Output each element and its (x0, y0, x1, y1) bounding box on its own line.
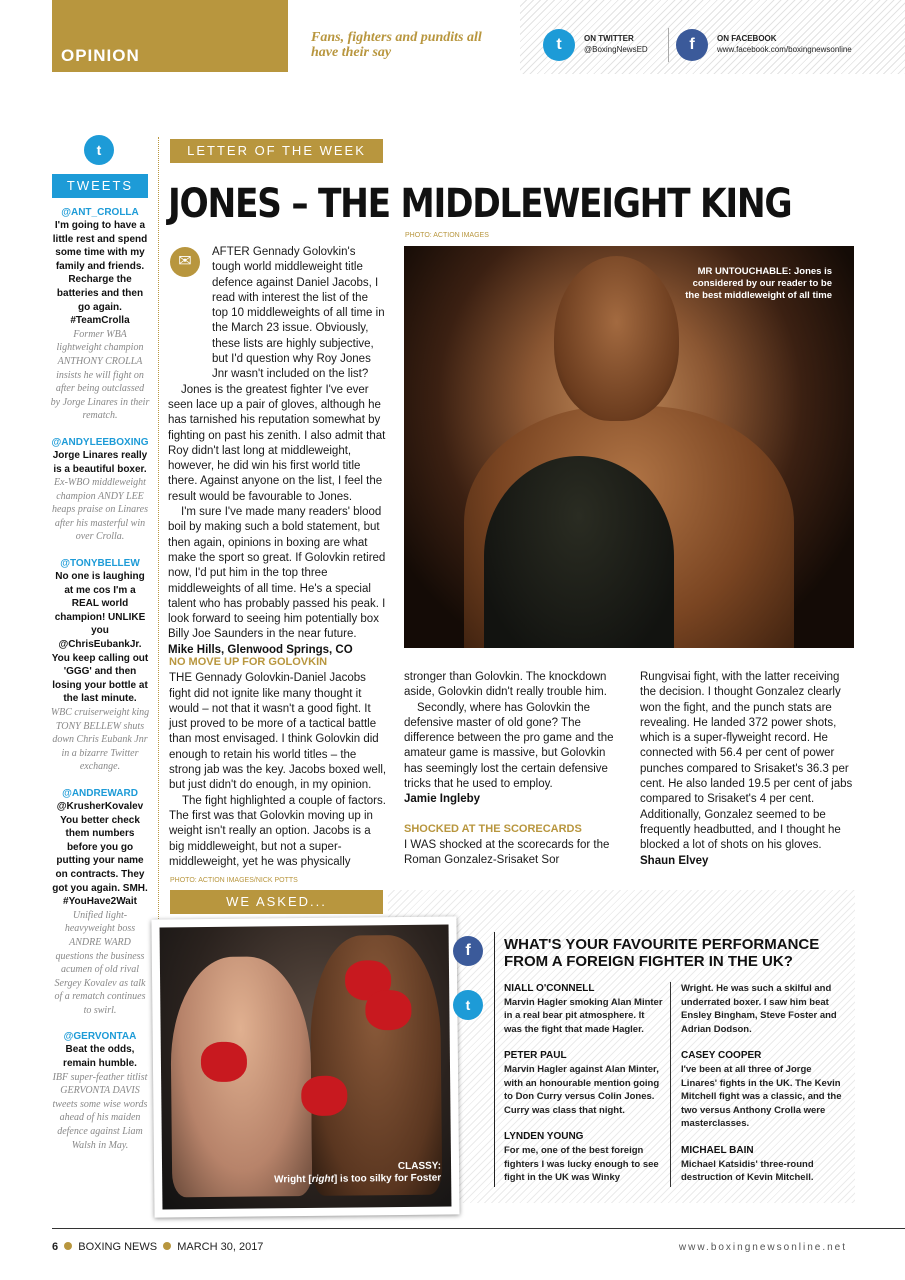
answer-item (681, 982, 846, 1036)
answer-text: Michael Katsidis' three-round destruction of Kevin Mitchell. (681, 1158, 814, 1184)
fight-photo-image (160, 924, 452, 1209)
boxing-glove (301, 1076, 347, 1116)
letter3-col-c (640, 670, 855, 869)
answers-divider (670, 982, 671, 1187)
we-asked-label: WE ASKED... (170, 890, 383, 914)
publication-name: BOXING NEWS (78, 1241, 158, 1253)
bullet-dot (163, 1242, 171, 1250)
tweet-item (50, 787, 150, 1018)
tweet-text: I'm going to have a little rest and spend some time with my family and friends. Recharge the batteries and then go again. #TeamCrolla (52, 220, 148, 327)
footer-info (52, 1241, 263, 1253)
tweet-caption: Former WBA lightweight champion ANTHONY CROLLA insists he will fight on after being outclassed by Jorge Linares in their rematch. (50, 328, 150, 422)
tweet-item (50, 436, 150, 544)
tweet-item (50, 206, 150, 423)
question-title: WHAT'S YOUR FAVOURITE PERFORMANCE FROM A FOREIGN FIGHTER IN THE UK? (504, 936, 820, 970)
photo-figure (554, 256, 679, 421)
tweet-item (50, 1030, 150, 1152)
answer-name: CASEY COOPER (681, 1050, 762, 1062)
photo-figure (484, 456, 674, 648)
answer-name: NIALL O'CONNELL (504, 983, 595, 994)
answer-text: For me, one of the best foreign fighters I was lucky enough to see fight in the UK was Winky (504, 1144, 659, 1184)
answer-item (504, 1130, 664, 1184)
letter-paragraph: AFTER Gennady Golovkin's tough world middleweight title defence against Daniel Jacobs, I read with interest the list of the top 10 middleweights of all time in the March 23 issue. Obviously, these lists are highly subjective, but I'd question why Roy Jones Jnr wasn't included on the list? (212, 246, 385, 381)
answer-text: Wright. He was such a skilful and underrated boxer. I saw him beat Ensley Bingham, Steve Foster and Adrian Dodson. (681, 983, 837, 1035)
tweet-caption: IBF super-feather titlist GERVONTA DAVIS tweets some wise words ahead of his maiden defence against Liam Walsh in May. (52, 1071, 148, 1151)
twitter-icon: t (453, 990, 483, 1020)
caption-text: Wright [ (274, 1173, 312, 1186)
tweet-handle[interactable]: @ANT_CROLLA (61, 207, 139, 218)
letter-signature: Mike Hills, Glenwood Springs, CO (168, 643, 353, 656)
answer-text: I've been at all three of Jorge Linares' fights in the UK. The Kevin Mitchell fight was a classic, and the two versus Anthony Crolla were masterclasses. (681, 1063, 842, 1130)
letter3-subhead: SHOCKED AT THE SCORECARDS (404, 822, 582, 835)
twitter-label: ON TWITTER (584, 34, 634, 43)
photo-credit: PHOTO: ACTION IMAGES (405, 232, 489, 239)
answer-name: LYNDEN YOUNG (504, 1131, 584, 1143)
social-panel (520, 0, 905, 74)
letter2-paragraph: THE Gennady Golovkin-Daniel Jacobs fight did not ignite like many thought it would – not that it wasn't a good fight. It just proved to be more of a tactical battle than most envisaged. I think Golovkin did enough to retain his world titles – the strong jab was the key. Jacobs boxed well, but just didn't do enough, in my opinion. (169, 672, 387, 792)
tweet-handle[interactable]: @ANDYLEEBOXING (51, 436, 149, 448)
tweets-list (50, 206, 150, 1165)
letter2-signature: Jamie Ingleby (404, 793, 481, 806)
facebook-icon: f (453, 936, 483, 966)
roy-jones-photo (404, 246, 854, 648)
tweet-handle[interactable]: @ANDREWARD (62, 787, 138, 799)
tweet-handle[interactable]: @TONYBELLEW (60, 558, 140, 570)
headline: JONES – THE MIDDLEWEIGHT KING (168, 181, 792, 227)
question-rule (494, 932, 495, 1187)
tweets-heading: TWEETS (52, 174, 148, 198)
answer-text: Marvin Hagler against Alan Minter, with an honourable mention going to Don Curry versus Colin Jones. Curry was class that night. (504, 1063, 660, 1116)
twitter-bird-icon: t (84, 135, 114, 165)
letter-of-week-label: LETTER OF THE WEEK (170, 139, 383, 163)
letter2-subhead: NO MOVE UP FOR GOLOVKIN (169, 656, 328, 668)
website-url[interactable]: www.boxingnewsonline.net (678, 1242, 847, 1253)
letter3-paragraph: Rungvisai fight, with the latter receiving the decision. I thought Gonzalez clearly won the fight, and the punch stats are revealing. He landed 372 power shots, which is a super-flyweight record. He connected with 56.4 per cent of power punches compared to Srisaket's 36.3 per cent. He also landed 19.5 per cent of jabs compared to Srisaket's 4 per cent. Additionally, Gonzalez seemed to be frequently headbutted, and I thought he blocked a lot of shots on his gloves. (640, 671, 853, 852)
answer-name: PETER PAUL (504, 1050, 567, 1062)
page-number: 6 (52, 1241, 59, 1253)
tweet-caption: WBC cruiserweight king TONY BELLEW shuts down Chris Eubank Jnr in a bizarre Twitter exchange. (50, 707, 150, 773)
fight-photo-caption (274, 1161, 441, 1187)
section-tagline: Fans, fighters and pundits all have their say (311, 30, 482, 60)
letter-paragraph: Jones is the greatest fighter I've ever seen lace up a pair of gloves, although he has tarnished his reputation somewhat by fighting on past his zenith. I also admit that Roy didn't last long at middleweight, however, he did win his first world title there. Against anyone on the list, I feel the result would be favourable to Jones. (168, 383, 386, 503)
letter2-col-b (404, 670, 620, 869)
facebook-url[interactable]: www.facebook.com/boxingnewsonline (717, 45, 852, 54)
answer-text: Marvin Hagler smoking Alan Minter in a real bear pit atmosphere. It was the fight that made Hagler. (504, 996, 663, 1035)
letter3-paragraph: I WAS shocked at the scorecards for the Roman Gonzalez-Srisaket Sor (404, 838, 610, 867)
section-title: OPINION (61, 46, 140, 65)
letter2-paragraph: Secondly, where has Golovkin the defensive master of old gone? The difference between the pro game and the amateur game is massive, but Golovkin has seemingly lost the certain defensive tricks that he used to employ. (404, 701, 614, 791)
answers-right (681, 982, 846, 1198)
photo-caption: MR UNTOUCHABLE: Jones is considered by our reader to be the best middleweight of all time (685, 266, 832, 301)
letter2-paragraph: stronger than Golovkin. The knockdown aside, Golovkin didn't really trouble him. (404, 671, 607, 699)
answer-item (504, 982, 664, 1036)
tweet-text: No one is laughing at me cos I'm a REAL world champion! UNLIKE you @ChrisEubankJr. You keep calling out 'GGG' and then losing your bottle at the last minute. (51, 571, 149, 705)
photo-credit: PHOTO: ACTION IMAGES/NICK POTTS (170, 877, 298, 884)
bullet-dot (64, 1242, 72, 1250)
issue-date: MARCH 30, 2017 (177, 1241, 264, 1253)
letter-paragraph: I'm sure I've made many readers' blood boil by making such a bold statement, but then again, opinions in boxing are what make the sport so great. If Golovkin retired now, I'd put him in the top three middleweights of all time. He's a special talent who has probably passed his peak. I look forward to seeing him potentially box Billy Joe Saunders in the near future. (168, 506, 386, 641)
boxing-glove (201, 1042, 247, 1082)
tweet-caption: Unified light-heavyweight boss ANDRE WARD questions the business acumen of old rival Sergey Kovalev as talk of a rematch continues to swirl. (54, 909, 146, 1016)
tweet-text: Jorge Linares really is a beautiful boxer. (52, 449, 148, 475)
answers-left (504, 982, 664, 1198)
caption-emphasis: right (311, 1173, 334, 1185)
tweet-caption: Ex-WBO middleweight champion ANDY LEE heaps praise on Linares after his masterful win over Crolla. (51, 477, 149, 543)
tweet-text: @KrusherKovalev You better check them numbers before you go putting your name on contracts. They got you again. SMH. #YouHave2Wait (52, 800, 148, 908)
envelope-icon: ✉ (170, 247, 200, 277)
answer-name: MICHAEL BAIN (681, 1144, 754, 1156)
footer-rule (52, 1228, 905, 1229)
answer-item (504, 1049, 664, 1117)
answer-item (681, 1049, 846, 1131)
letter2-col-a (169, 655, 387, 870)
twitter-icon: t (543, 29, 575, 61)
social-divider (668, 28, 669, 62)
boxing-glove (365, 990, 411, 1030)
facebook-icon: f (676, 29, 708, 61)
caption-text: ] is too silky for Foster (333, 1172, 442, 1185)
letter3-signature: Shaun Elvey (640, 854, 709, 867)
tweet-handle[interactable]: @GERVONTAA (63, 1031, 137, 1043)
tweet-item (50, 557, 150, 774)
fight-photo (151, 916, 459, 1217)
section-banner (52, 0, 288, 72)
caption-lead: CLASSY: (397, 1160, 442, 1173)
tweet-text: Beat the odds, remain humble. (63, 1044, 137, 1070)
facebook-label: ON FACEBOOK (717, 34, 777, 43)
letter2-paragraph: The fight highlighted a couple of factors. The first was that Golovkin moving up in weight isn't really an option. Jacobs is a big middleweight, but not a super-middleweight, yet he was physically (169, 794, 386, 868)
letter-body (168, 245, 386, 658)
twitter-handle[interactable]: @BoxingNewsED (584, 45, 648, 54)
answer-item (681, 1144, 846, 1185)
